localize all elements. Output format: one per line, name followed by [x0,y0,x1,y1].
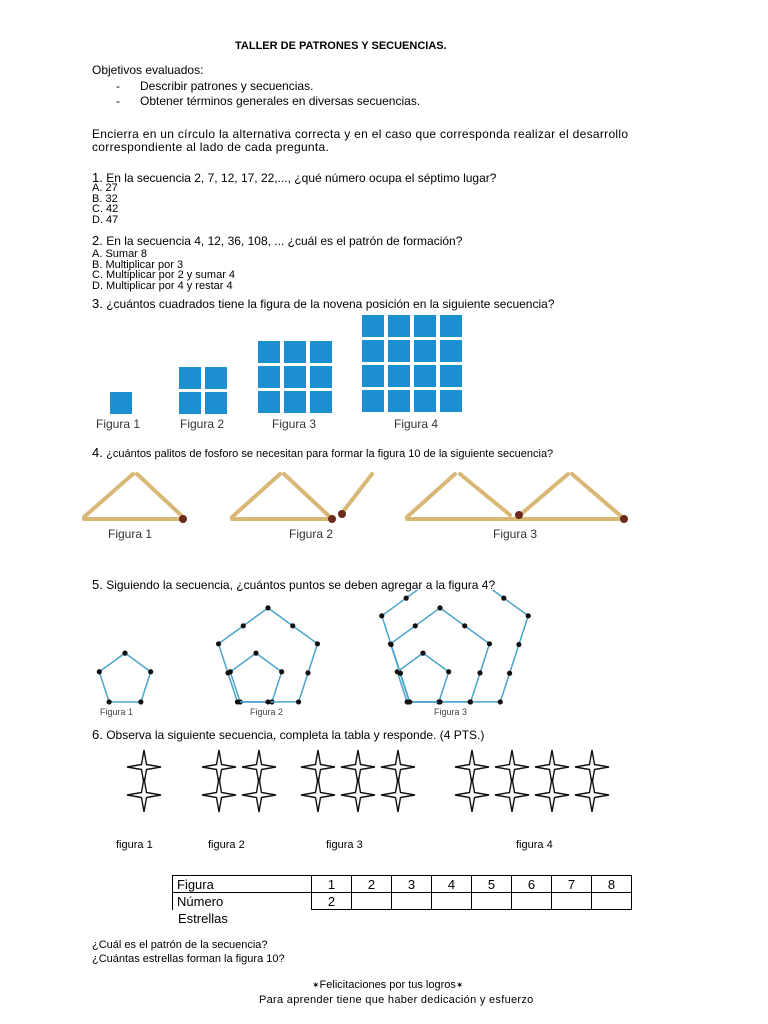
table-cell[interactable] [472,893,512,910]
figure-caption: figura 2 [208,839,245,851]
dot [253,651,258,656]
match-head [179,515,187,523]
dot [107,699,112,704]
objective-bullet: - [116,94,120,108]
table-cell[interactable]: 2 [312,893,352,910]
figure-caption: figura 1 [116,839,153,851]
option-d[interactable]: D. Multiplicar por 4 y restar 4 [92,279,233,292]
square [310,391,332,413]
match-head [338,510,346,518]
dot [122,651,127,656]
table-header-numero: Número [173,893,312,910]
figure-caption: Figura 3 [493,527,538,541]
objective-item: Obtener términos generales en diversas secuencias. [140,94,421,108]
matchstick [342,474,372,513]
question-text: Observa la siguiente secuencia, completa la tabla y responde. (4 PTS.) [106,728,485,742]
dot [235,699,240,704]
question-4 [92,445,553,460]
matchstick [407,474,455,517]
star-shape [341,778,375,812]
footer-congrats [312,979,463,991]
pentagon-outline [219,608,318,702]
table-cell: 1 [312,876,352,893]
square [179,367,201,389]
table-cell: 5 [472,876,512,893]
table-cell: 6 [512,876,552,893]
option-a[interactable]: A. Sumar 8 [92,248,148,260]
option-c[interactable]: C. 42 [92,203,119,215]
option-a[interactable]: A. 27 [92,182,118,194]
star-shape [455,778,489,812]
question-number: 3. [92,296,103,311]
figure-caption: Figura 3 [434,707,468,717]
square [362,340,384,362]
option-d[interactable]: D. 47 [92,213,119,226]
dot [398,671,403,676]
figure-caption: Figura 2 [289,527,334,541]
footer-motto: Para aprender tiene que haber dedicación y esfuerzo [259,994,534,1006]
square [110,392,132,414]
pentagon-outline [99,653,150,702]
square [284,341,306,363]
table-cell[interactable] [552,893,592,910]
figure-caption: Figura 2 [180,417,225,431]
dot [507,671,512,676]
figure-caption: Figura 1 [108,527,153,541]
pentagon-outline [397,653,448,702]
star-shape [381,778,415,812]
objective-bullet: - [116,79,120,93]
figure-caption: Figura 2 [250,707,284,717]
square [362,365,384,387]
dot [437,605,442,610]
dot [216,641,221,646]
square [414,365,436,387]
dot [388,642,393,647]
table-cell: 8 [592,876,632,893]
dot [379,613,384,618]
square [388,340,410,362]
figure-caption: Figura 1 [100,707,134,717]
figure-caption: figura 3 [326,839,363,851]
figure-caption: Figura 4 [394,417,439,431]
square [414,315,436,337]
dot [420,651,425,656]
option-c[interactable]: C. Multiplicar por 2 y sumar 4 [92,269,236,281]
dot [97,669,102,674]
pentagon-outline [382,590,528,702]
dot [437,699,442,704]
square [388,315,410,337]
star-shape [127,778,161,812]
dot [467,699,472,704]
option-b[interactable]: B. Multiplicar por 3 [92,258,184,271]
square [258,391,280,413]
square [205,392,227,414]
star-icon: ✶ [455,980,464,990]
question-6 [92,727,484,742]
dot [315,641,320,646]
square [179,392,201,414]
match-head [620,515,628,523]
square [310,366,332,388]
matchstick [572,474,622,517]
matchstick [137,474,183,517]
square [388,390,410,412]
dot [501,596,506,601]
dot [296,699,301,704]
dot [413,623,418,628]
question-number: 1. [92,170,103,185]
matchstick-figures [0,465,768,530]
matchstick [520,474,568,515]
q2-options [92,249,235,291]
table-cell[interactable] [432,893,472,910]
question-text: Siguiendo la secuencia, ¿cuántos puntos se deben agregar a la figura 4? [106,578,496,592]
star-icon: ✶ [312,980,320,990]
question-number: 5. [92,577,103,592]
matchstick [284,474,330,517]
square [440,340,462,362]
question-text: En la secuencia 4, 12, 36, 108, ... ¿cuál es el patrón de formación? [106,234,463,248]
pentagon-dot-figures [0,590,768,710]
closing-question: ¿Cuál es el patrón de la secuencia? [92,939,268,951]
figure-caption: Figura 1 [96,417,141,431]
squares-figures [0,310,768,420]
question-number: 6. [92,727,103,742]
closing-question: ¿Cuántas estrellas forman la figura 10? [92,953,285,965]
dot [279,669,284,674]
question-1 [92,170,496,185]
table-label-estrellas: Estrellas [178,911,228,926]
square [258,366,280,388]
table-cell[interactable] [352,893,392,910]
dot [446,669,451,674]
question-text: En la secuencia 2, 7, 12, 17, 22,..., ¿qué número ocupa el séptimo lugar? [106,171,497,185]
star-shape [535,778,569,812]
q1-options [92,183,118,225]
figure-caption: Figura 3 [272,417,317,431]
matchstick [460,474,510,515]
dot [477,670,482,675]
dot [407,699,412,704]
question-number: 4. [92,445,103,460]
question-number: 2. [92,233,103,248]
square [440,390,462,412]
question-text: ¿cuántos palitos de fosforo se necesitan para formar la figura 10 de la siguiente secuencia? [106,448,554,460]
table-header-figura: Figura [173,876,312,893]
star-shape [495,778,529,812]
matchstick [232,474,280,517]
square [440,315,462,337]
figure-caption: figura 4 [516,839,553,851]
table-cell: 7 [552,876,592,893]
page-title: TALLER DE PATRONES Y SECUENCIAS. [235,40,447,52]
square [414,390,436,412]
option-b[interactable]: B. 32 [92,192,118,205]
table-cell: 4 [432,876,472,893]
star-figures [0,745,768,830]
star-shape [575,778,609,812]
dot [148,669,153,674]
table-cell[interactable] [592,893,632,910]
square [440,365,462,387]
table-cell[interactable] [392,893,432,910]
question-3 [92,296,555,311]
dot [516,642,521,647]
question-text: ¿cuántos cuadrados tiene la figura de la novena posición en la siguiente secuencia? [106,297,555,311]
dot [462,623,467,628]
dot [526,613,531,618]
star-shape [301,778,335,812]
square [205,367,227,389]
pentagon-outline [230,653,281,702]
dot [265,605,270,610]
objectives-heading: Objetivos evaluados: [92,63,204,77]
square [258,341,280,363]
square [284,366,306,388]
square [414,340,436,362]
dot [265,699,270,704]
sequence-table [172,875,632,910]
dot [498,699,503,704]
dot [138,699,143,704]
square [388,365,410,387]
dot [225,670,230,675]
square [310,341,332,363]
star-shape [202,778,236,812]
footer-text: Felicitaciones por tus logros [319,979,456,991]
square [284,391,306,413]
instructions-line: correspondiente al lado de cada pregunta. [92,140,330,154]
matchstick [84,474,133,517]
dot [290,623,295,628]
dot [404,596,409,601]
match-head [515,511,523,519]
question-2 [92,233,462,248]
square [362,390,384,412]
table-cell: 2 [352,876,392,893]
table-cell: 3 [392,876,432,893]
dot [305,670,310,675]
objective-item: Describir patrones y secuencias. [140,79,314,93]
table-cell[interactable] [512,893,552,910]
dot [487,641,492,646]
instructions-line: Encierra en un círculo la alternativa correcta y en el caso que corresponda realizar el desarrollo [92,127,629,141]
match-head [328,515,336,523]
star-shape [242,778,276,812]
dot [241,623,246,628]
square [362,315,384,337]
